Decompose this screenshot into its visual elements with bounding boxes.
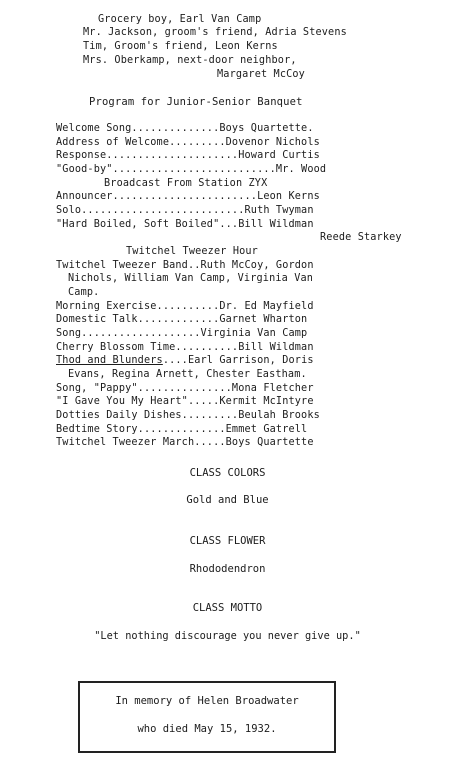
memorial-line: who died May 15, 1932. [137, 723, 277, 735]
program-item: Evans, Regina Arnett, Chester Eastham. [68, 369, 307, 380]
program-item: Address of Welcome.........Dovenor Nichols [56, 137, 320, 148]
program-item: Response.....................Howard Curtis [56, 150, 320, 161]
program-item: "Good-by"..........................Mr. Wood [56, 164, 327, 175]
class-flower: Rhododendron [189, 563, 266, 575]
program-item: Welcome Song..............Boys Quartette. [56, 123, 314, 134]
program-item: Camp. [68, 287, 100, 298]
class-flower-heading: CLASS FLOWER [189, 535, 266, 547]
program-item: Song...................Virginia Van Camp [56, 328, 308, 339]
program-item: Twitchel Tweezer Band..Ruth McCoy, Gordon [56, 260, 314, 271]
program-item: Solo..........................Ruth Twyman [56, 205, 314, 216]
class-motto: "Let nothing discourage you never give up." [94, 630, 361, 642]
program-item: Reede Starkey [320, 232, 402, 243]
program-title: Program for Junior-Senior Banquet [89, 96, 303, 108]
class-colors: Gold and Blue [186, 494, 269, 506]
class-colors-heading: CLASS COLORS [189, 467, 266, 479]
program-item: Cherry Blossom Time..........Bill Wildman [56, 342, 314, 353]
program-item: Domestic Talk.............Garnet Wharton [56, 314, 308, 325]
program-subheading: Twitchel Tweezer Hour [126, 246, 258, 257]
program-item: Song, "Pappy"...............Mona Fletcher [56, 383, 314, 394]
cast-line: Mr. Jackson, groom's friend, Adria Stevens [83, 27, 347, 38]
cast-line: Tim, Groom's friend, Leon Kerns [83, 41, 278, 52]
program-item: Dotties Daily Dishes.........Beulah Brooks [56, 410, 320, 421]
cast-line: Margaret McCoy [217, 69, 305, 80]
program-item: Announcer.......................Leon Kerns [56, 191, 320, 202]
cast-line: Grocery boy, Earl Van Camp [98, 14, 262, 25]
program-item: Nichols, William Van Camp, Virginia Van [68, 273, 314, 284]
program-item: "I Gave You My Heart".....Kermit McIntyre [56, 396, 314, 407]
cast-line: Mrs. Oberkamp, next-door neighbor, [83, 55, 297, 66]
program-subheading: Broadcast From Station ZYX [104, 178, 268, 189]
memorial-line: In memory of Helen Broadwater [115, 695, 299, 707]
program-item-performers: ....Earl Garrison, Doris [162, 355, 314, 366]
memorial-box [78, 681, 336, 753]
program-item: "Hard Boiled, Soft Boiled"...Bill Wildman [56, 219, 314, 230]
class-motto-heading: CLASS MOTTO [192, 602, 263, 614]
program-item: Twitchel Tweezer March.....Boys Quartette [56, 437, 314, 448]
program-item [56, 355, 314, 367]
program-item-underlined: Thod and Blunders [56, 355, 163, 366]
program-item: Morning Exercise..........Dr. Ed Mayfield [56, 301, 314, 312]
program-item: Bedtime Story..............Emmet Gatrell [56, 424, 308, 435]
